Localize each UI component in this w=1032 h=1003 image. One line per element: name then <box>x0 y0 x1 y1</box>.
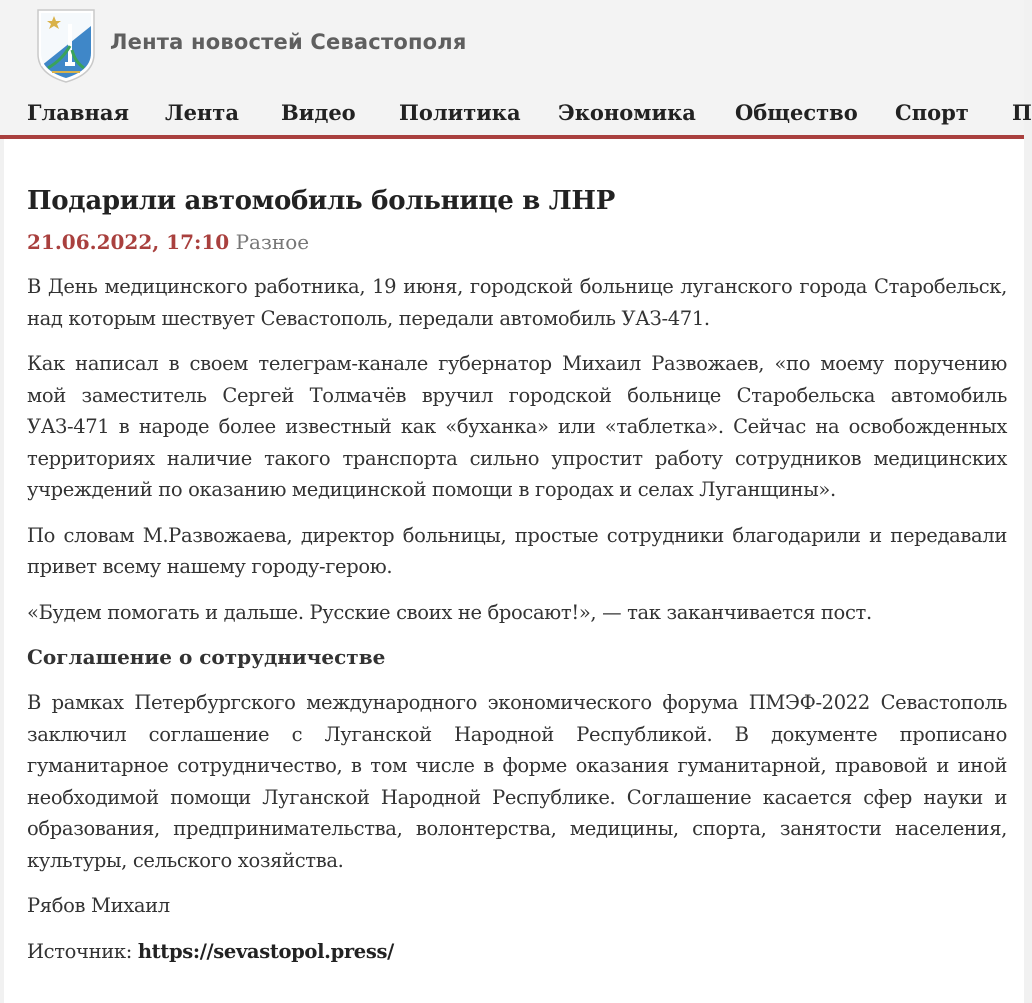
article-title: Подарили автомобиль больнице в ЛНР <box>27 186 615 216</box>
nav-item-politics[interactable]: Политика <box>399 100 521 125</box>
article-paragraph: По словам М.Развожаева, директор больницы, простые сотрудники благодарили и передавали привет всему нашему городу-герою. <box>27 523 1007 578</box>
article-source <box>27 936 1007 968</box>
article-paragraph: Как написал в своем телеграм-канале губернатор Михаил Развожаев, «по моему поручению мой заместитель Сергей Толмачёв вручил городской больнице Старобельска автомобиль УАЗ-471 в народе более известный как «буханка» или «таблетка». Сейчас на освобожденных территориях наличие такого транспорта сильно упростит работу сотрудников медицинских учреждений по оказанию медицинской помощи в городах и селах Луганщины». <box>27 352 1007 501</box>
article-paragraph: В рамках Петербургского международного экономического форума ПМЭФ-2022 Севастополь заключил соглашение с Луганской Народной Республикой. В документе прописано гуманитарное сотрудничество, в том числе в форме оказания гуманитарной, правовой и иной необходимой помощи Луганской Народной Республике. Соглашение касается сфер науки и образования, предпринимательства, волонтерства, медицины, спорта, занятости населения, культуры, сельского хозяйства. <box>27 691 1007 872</box>
nav-item-main[interactable]: Главная <box>27 100 129 125</box>
sevastopol-coat-of-arms-icon[interactable] <box>34 6 98 84</box>
article-meta <box>27 229 1007 255</box>
nav-item-sport[interactable]: Спорт <box>895 100 969 125</box>
article-author: Рябов Михаил <box>27 894 170 917</box>
article-paragraph: «Будем помогать и дальше. Русские своих не бросают!», — так заканчивается пост. <box>27 600 872 624</box>
main-navigation <box>0 90 1032 139</box>
nav-item-feed[interactable]: Лента <box>165 100 239 125</box>
article-paragraph: В День медицинского работника, 19 июня, городской больнице луганского города Старобельск, над которым шествует Севастополь, передали автомобиль УАЗ-471. <box>27 275 1007 330</box>
content-area <box>4 139 1024 1003</box>
nav-item-more[interactable]: П <box>1012 100 1032 125</box>
nav-item-economy[interactable]: Экономика <box>558 100 696 125</box>
article-date: 21.06.2022, 17:10 <box>27 230 230 254</box>
source-label: Источник: <box>27 939 132 963</box>
nav-item-society[interactable]: Общество <box>735 100 858 125</box>
article-subheading: Соглашение о сотрудничестве <box>27 645 386 669</box>
site-header <box>0 0 1024 90</box>
source-link[interactable]: https://sevastopol.press/ <box>137 939 394 963</box>
article-category[interactable]: Разное <box>235 230 310 254</box>
article <box>27 139 1007 967</box>
nav-item-video[interactable]: Видео <box>281 100 356 125</box>
site-title[interactable]: Лента новостей Севастополя <box>110 30 467 54</box>
